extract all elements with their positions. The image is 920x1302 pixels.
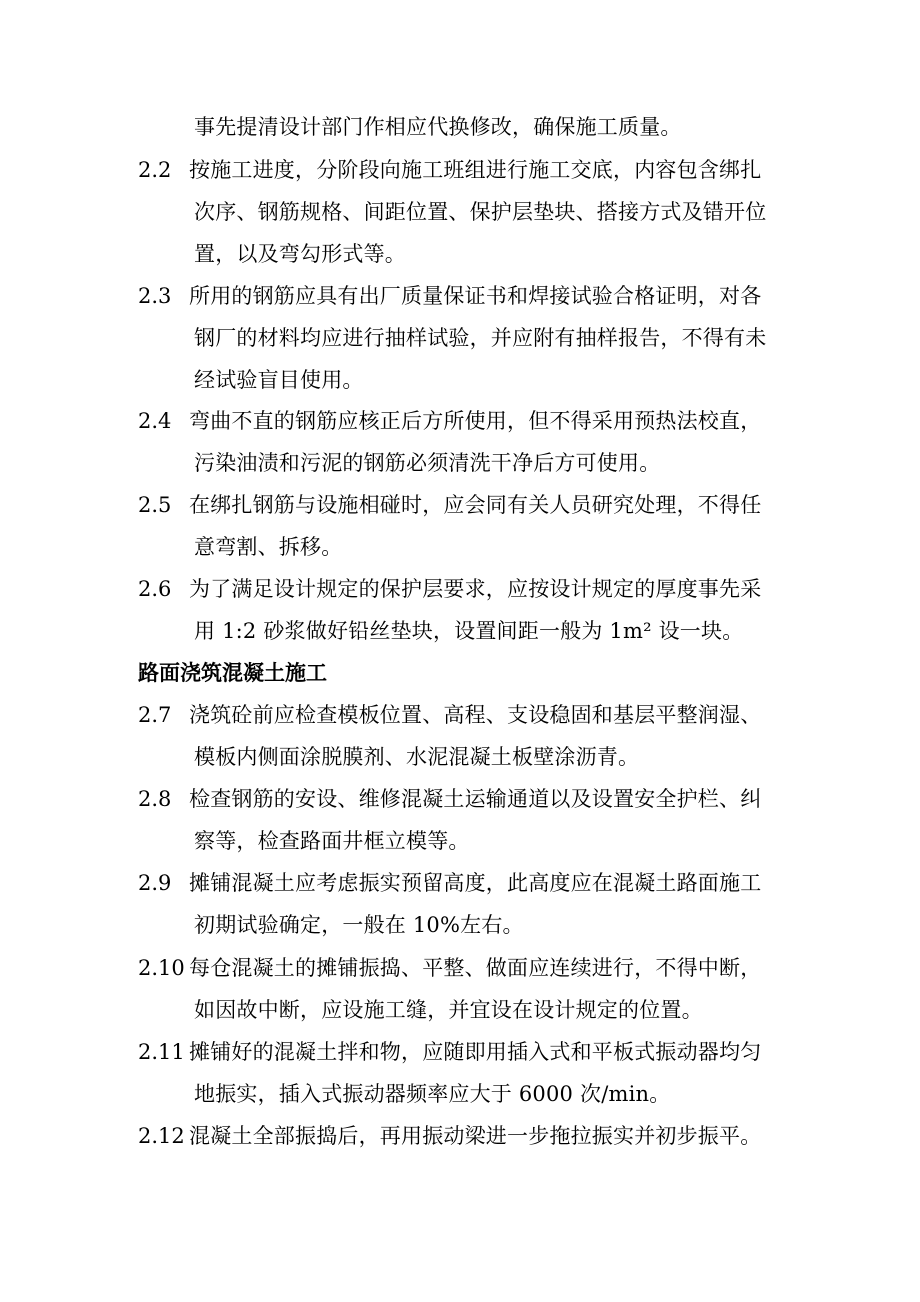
section-heading: 路面浇筑混凝土施工 <box>138 660 327 685</box>
item-number: 2.11 <box>138 1040 185 1064</box>
item-line: 置，以及弯勾形式等。 <box>194 242 406 266</box>
item-line: 检查钢筋的安设、维修混凝土运输通道以及设置安全护栏、纠 <box>189 787 762 811</box>
item-line: 地振实，插入式振动器频率应大于 6000 次/min。 <box>194 1082 671 1106</box>
item-line: 所用的钢筋应具有出厂质量保证书和焊接试验合格证明，对各 <box>189 284 762 308</box>
item-number: 2.3 <box>138 284 172 308</box>
item-line: 按施工进度，分阶段向施工班组进行施工交底，内容包含绑扎 <box>189 158 762 182</box>
item-number: 2.2 <box>138 158 172 182</box>
item-number: 2.5 <box>138 493 172 517</box>
item-line: 钢厂的材料均应进行抽样试验，并应附有抽样报告，不得有未 <box>194 326 767 350</box>
item-line: 次序、钢筋规格、间距位置、保护层垫块、搭接方式及错开位 <box>194 200 767 224</box>
item-line: 经试验盲目使用。 <box>194 368 364 392</box>
item-number: 2.4 <box>138 409 172 433</box>
item-line: 模板内侧面涂脱膜剂、水泥混凝土板壁涂沥青。 <box>194 745 640 769</box>
item-number: 2.7 <box>138 703 172 727</box>
item-line: 意弯割、拆移。 <box>194 535 343 559</box>
item-number: 2.10 <box>138 956 185 980</box>
item-line: 污染油渍和污泥的钢筋必须清洗干净后方可使用。 <box>194 451 661 475</box>
item-line: 每仓混凝土的摊铺振捣、平整、做面应连续进行，不得中断， <box>189 956 762 980</box>
item-line: 如因故中断，应设施工缝，并宜设在设计规定的位置。 <box>194 998 703 1022</box>
item-line: 在绑扎钢筋与设施相碰时，应会同有关人员研究处理，不得任 <box>189 493 762 517</box>
item-number: 2.6 <box>138 577 172 601</box>
item-number: 2.9 <box>138 871 172 895</box>
item-line: 为了满足设计规定的保护层要求，应按设计规定的厚度事先采 <box>189 577 762 601</box>
item-line: 初期试验确定，一般在 10%左右。 <box>194 913 524 937</box>
item-number: 2.8 <box>138 787 172 811</box>
item-line: 混凝土全部振捣后，再用振动梁进一步拖拉振实并初步振平。 <box>189 1124 762 1148</box>
item-line: 察等，检查路面井框立模等。 <box>194 829 470 853</box>
item-line: 用 1:2 砂浆做好铅丝垫块，设置间距一般为 1m² 设一块。 <box>194 619 744 643</box>
item-line: 摊铺混凝土应考虑振实预留高度，此高度应在混凝土路面施工 <box>189 871 762 895</box>
item-number: 2.12 <box>138 1124 185 1148</box>
lead-line: 事先提清设计部门作相应代换修改，确保施工质量。 <box>194 115 682 139</box>
item-line: 浇筑砼前应检查模板位置、高程、支设稳固和基层平整润湿、 <box>189 703 762 727</box>
item-line: 摊铺好的混凝土拌和物，应随即用插入式和平板式振动器均匀 <box>189 1040 762 1064</box>
item-line: 弯曲不直的钢筋应核正后方所使用，但不得采用预热法校直， <box>189 409 762 433</box>
